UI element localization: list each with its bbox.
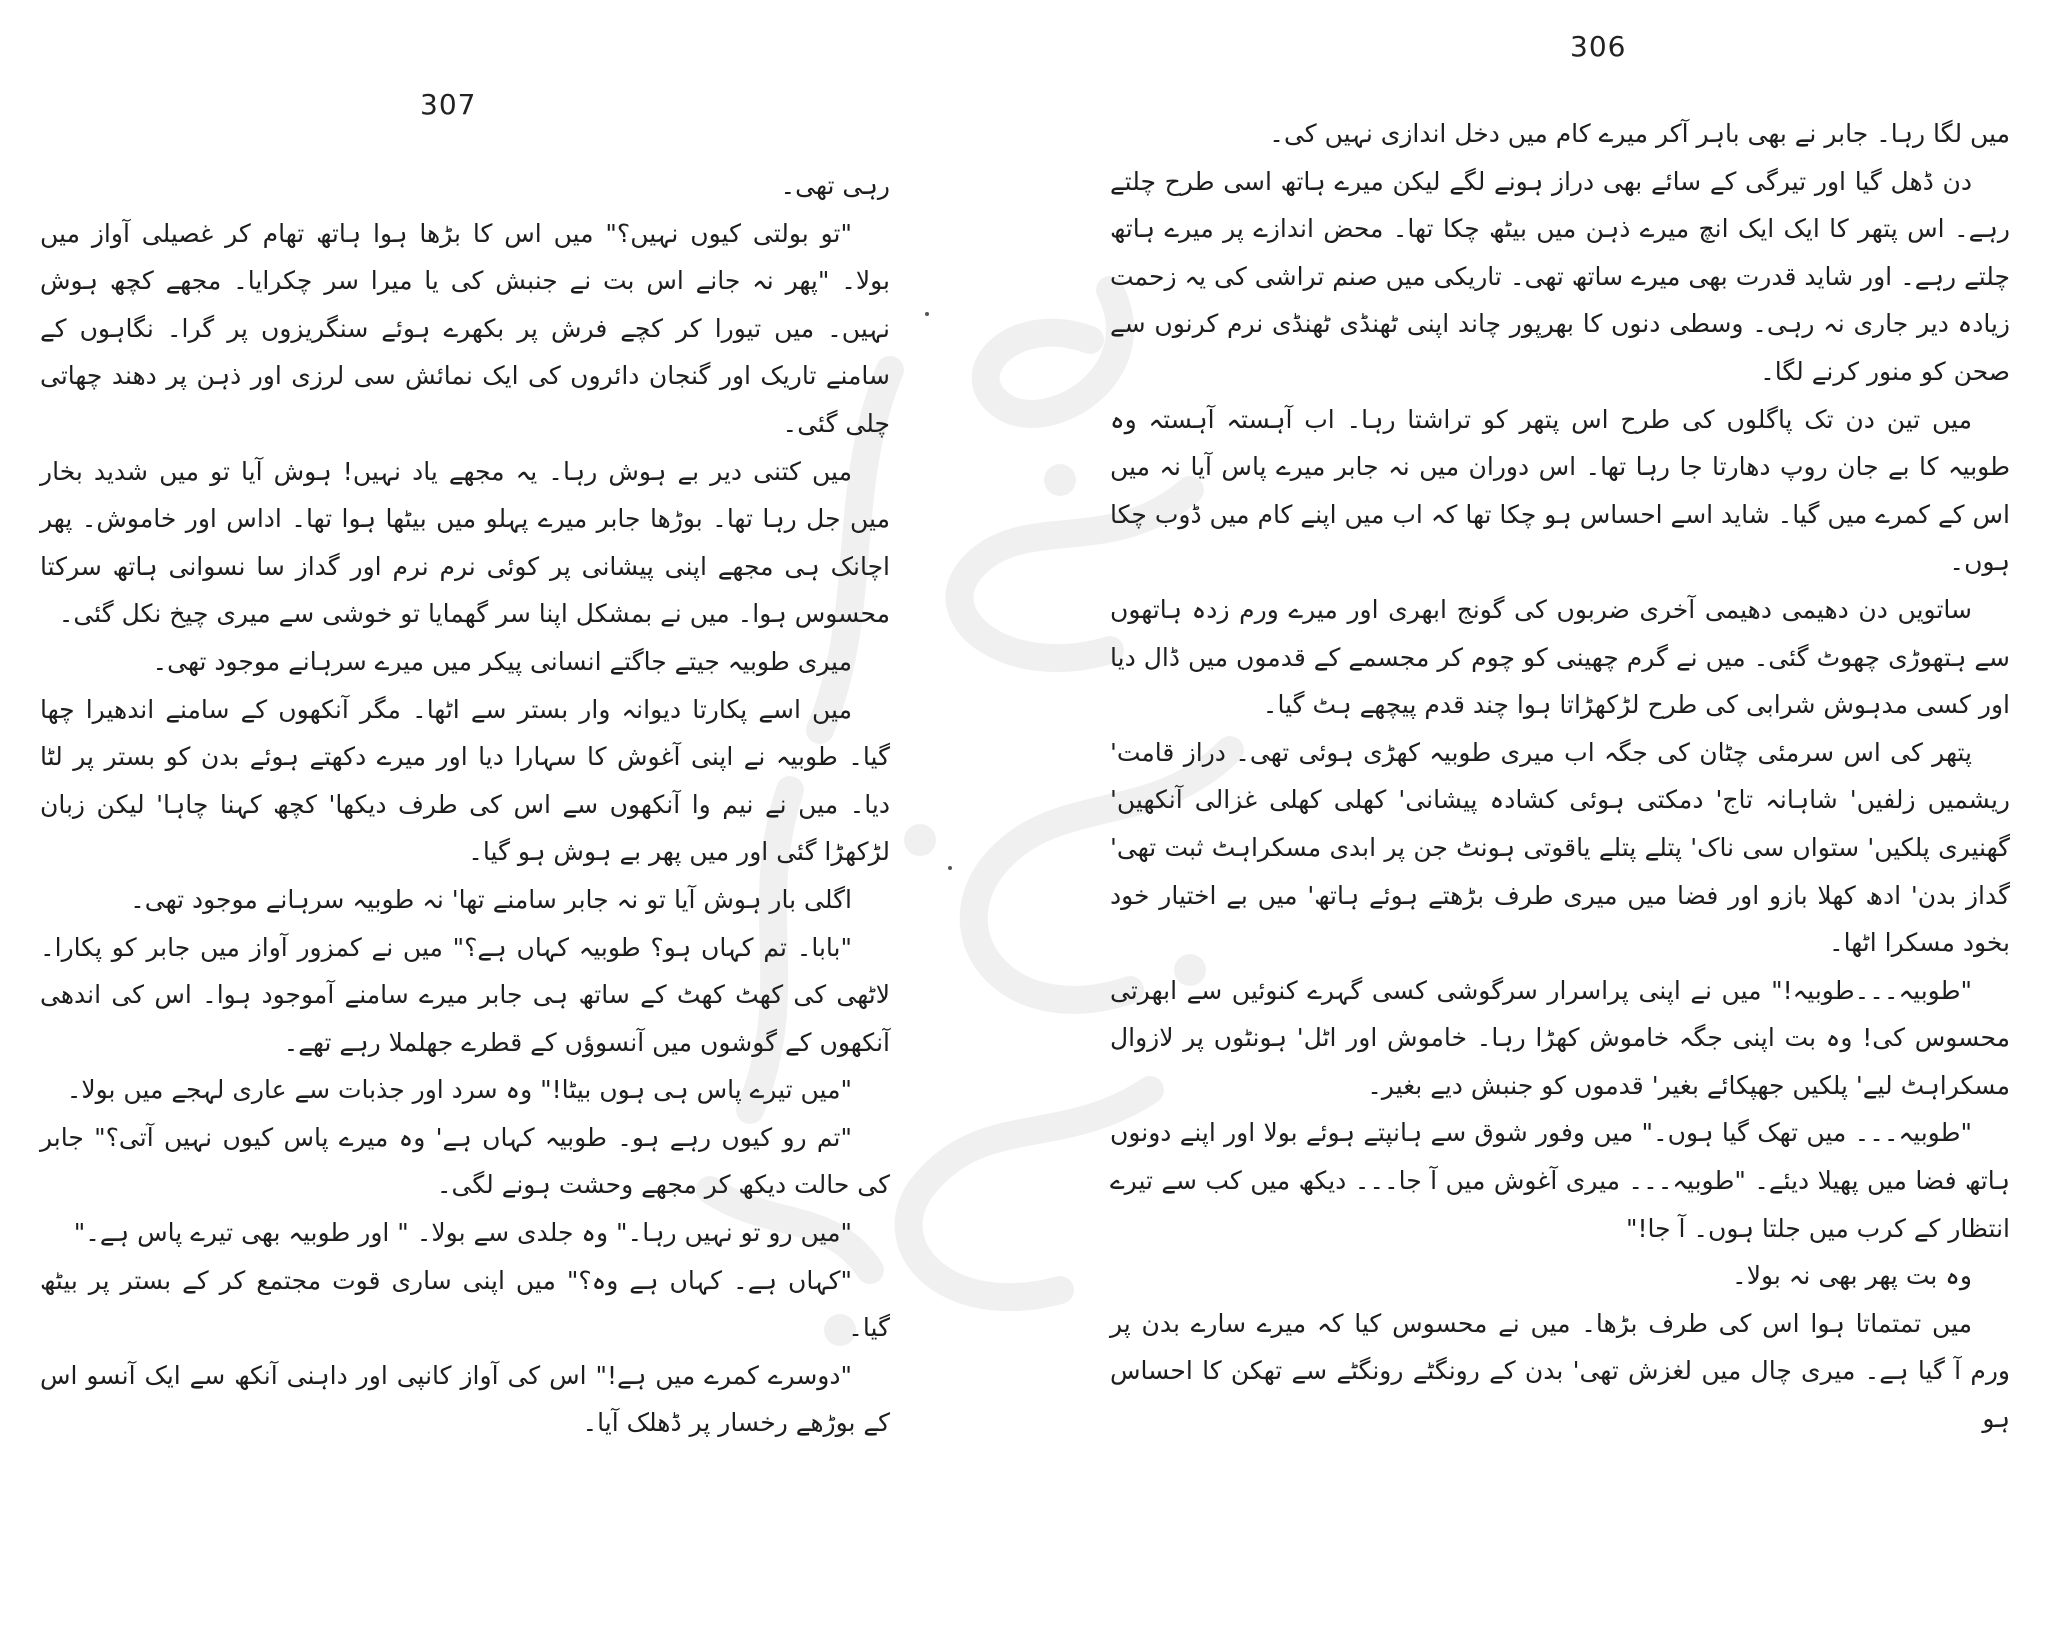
paragraph: "کہاں ہے۔ کہاں ہے وہ؟" میں اپنی ساری قوت مجتمع کر کے بستر پر بیٹھ گیا۔ — [40, 1265, 890, 1343]
paragraph: میں تین دن تک پاگلوں کی طرح اس پتھر کو تراشتا رہا۔ اب آہستہ آہستہ وہ طوبیہ کا بے جان روپ دھارتا جا رہا تھا۔ اس دوران میں نہ جابر میرے پاس آیا نہ میں اس کے کمرے میں گیا۔ شاید اسے احساس ہو چکا تھا کہ اب میں اپنے کام میں ڈوب چکا ہوں۔ — [1110, 404, 2010, 577]
page-text — [40, 162, 890, 1447]
paragraph: "بابا۔ تم کہاں ہو؟ طوبیہ کہاں ہے؟" میں نے کمزور آواز میں جابر کو پکارا۔ لاٹھی کی کھٹ کھٹ کے ساتھ ہی جابر میرے سامنے آموجود ہوا۔ اس کی اندھی آنکھوں کے گوشوں میں آنسوؤں کے قطرے جھلملا رہے تھے۔ — [40, 932, 890, 1057]
gutter-mark — [948, 866, 952, 870]
gutter-mark — [925, 312, 929, 316]
page-number: 307 — [420, 88, 477, 121]
paragraph: رہی تھی۔ — [780, 171, 890, 200]
paragraph: میری طوبیہ جیتے جاگتے انسانی پیکر میں میرے سرہانے موجود تھی۔ — [152, 646, 852, 676]
paragraph: میں اسے پکارتا دیوانہ وار بستر سے اٹھا۔ مگر آنکھوں کے سامنے اندھیرا چھا گیا۔ طوبیہ نے اپنی آغوش کا سہارا دیا اور میرے دکھتے ہوئے بدن کو بستر پر لٹا دیا۔ میں نے نیم وا آنکھوں سے اس کی طرف دیکھا' کچھ کہنا چاہا' لیکن زبان لڑکھڑا گئی اور میں پھر بے ہوش ہو گیا۔ — [40, 694, 890, 867]
paragraph: میں تمتماتا ہوا اس کی طرف بڑھا۔ میں نے محسوس کیا کہ میرے سارے بدن پر ورم آ گیا ہے۔ میری چال میں لغزش تھی' بدن کے رونگٹے رونگٹے سے تھکن کا احساس ہو — [1110, 1308, 2010, 1434]
page-number: 306 — [1570, 30, 1627, 63]
paragraph: ساتویں دن دھیمی دھیمی آخری ضربوں کی گونج ابھری اور میرے ورم زدہ ہاتھوں سے ہتھوڑی چھوٹ گئی۔ میں نے گرم چھینی کو چوم کر مجسمے کے قدموں میں ڈال دیا اور کسی مدہوش شرابی کی طرح لڑکھڑاتا ہوا چند قدم پیچھے ہٹ گیا۔ — [1110, 594, 2010, 720]
right-page — [1110, 0, 2010, 1642]
left-page — [40, 0, 890, 1642]
paragraph: دن ڈھل گیا اور تیرگی کے سائے بھی دراز ہونے لگے لیکن میرے ہاتھ اسی طرح چلتے رہے۔ اس پتھر کا ایک ایک انچ میرے ذہن میں بیٹھ چکا تھا۔ محض اندازے پر میرے ہاتھ چلتے رہے۔ اور شاید قدرت بھی میرے ساتھ تھی۔ تاریکی میں صنم تراشی کی یہ زحمت زیادہ دیر جاری نہ رہی۔ وسطی دنوں کا بھرپور چاند اپنی ٹھنڈی ٹھنڈی نرم کرنوں سے صحن کو منور کرنے لگا۔ — [1110, 166, 2010, 386]
paragraph: "طوبیہ۔۔۔ میں تھک گیا ہوں۔" میں وفور شوق سے ہانپتے ہوئے بولا اور اپنے دونوں ہاتھ فضا میں پھیلا دیئے۔ "طوبیہ۔۔۔ میری آغوش میں آ جا۔۔۔ دیکھ میں کب سے تیرے انتظار کے کرب میں جلتا ہوں۔ آ جا!" — [1110, 1118, 2010, 1243]
paragraph: "تو بولتی کیوں نہیں؟" میں اس کا بڑھا ہوا ہاتھ تھام کر غصیلی آواز میں بولا۔ "پھر نہ جانے اس بت نے جنبش کی یا میرا سر چکرایا۔ مجھے کچھ ہوش نہیں۔ میں تیورا کر کچے فرش پر بکھرے ہوئے سنگریزوں پر گرا۔ نگاہوں کے سامنے تاریک اور گنجان دائروں کی ایک نمائش سی لرزی اور ذہن پر دھند چھاتی چلی گئی۔ — [40, 218, 890, 438]
paragraph: "میں رو تو نہیں رہا۔" وہ جلدی سے بولا۔ " اور طوبیہ بھی تیرے پاس ہے۔" — [73, 1218, 852, 1248]
paragraph: وہ بت پھر بھی نہ بولا۔ — [1732, 1261, 1972, 1291]
paragraph: اگلی بار ہوش آیا تو نہ جابر سامنے تھا' نہ طوبیہ سرہانے موجود تھی۔ — [130, 884, 852, 914]
page-text — [1110, 110, 2010, 1443]
paragraph: "تم رو کیوں رہے ہو۔ طوبیہ کہاں ہے' وہ میرے پاس کیوں نہیں آتی؟" جابر کی حالت دیکھ کر مجھے وحشت ہونے لگی۔ — [40, 1122, 890, 1200]
paragraph: پتھر کی اس سرمئی چٹان کی جگہ اب میری طوبیہ کھڑی ہوئی تھی۔ دراز قامت' ریشمیں زلفیں' شاہانہ تاج' دمکتی ہوئی کشادہ پیشانی' کھلی کھلی غزالی آنکھیں' گھنیری پلکیں' ستواں سی ناک' پتلے پتلے یاقوتی ہونٹ جن پر ابدی مسکراہٹ ثبت تھی' گداز بدن' ادھ کھلا بازو اور فضا میں میری طرف بڑھتے ہوئے ہاتھ' میں بے اختیار خود بخود مسکرا اٹھا۔ — [1110, 737, 2010, 958]
paragraph: "طوبیہ۔۔۔طوبیہ!" میں نے اپنی پراسرار سرگوشی کسی گہرے کنوئیں سے ابھرتی محسوس کی! وہ بت اپنی جگہ خاموش کھڑا رہا۔ خاموش اور اٹل' ہونٹوں پر لازوال مسکراہٹ لیے' پلکیں جھپکائے بغیر' قدموں کو جنبش دیے بغیر۔ — [1110, 975, 2010, 1100]
paragraph: "دوسرے کمرے میں ہے!" اس کی آواز کانپی اور داہنی آنکھ سے ایک آنسو اس کے بوڑھے رخسار پر ڈھلک آیا۔ — [40, 1360, 890, 1438]
paragraph: میں کتنی دیر بے ہوش رہا۔ یہ مجھے یاد نہیں! ہوش آیا تو میں شدید بخار میں جل رہا تھا۔ بوڑھا جابر میرے پہلو میں بیٹھا ہوا تھا۔ اداس اور خاموش۔ پھر اچانک ہی مجھے اپنی پیشانی پر کوئی نرم نرم اور گداز سا نسوانی ہاتھ سرکتا محسوس ہوا۔ میں نے بمشکل اپنا سر گھمایا تو خوشی سے میری چیخ نکل گئی۔ — [40, 456, 890, 629]
paragraph: میں لگا رہا۔ جابر نے بھی باہر آکر میرے کام میں دخل اندازی نہیں کی۔ — [1269, 119, 2010, 148]
paragraph: "میں تیرے پاس ہی ہوں بیٹا!" وہ سرد اور جذبات سے عاری لہجے میں بولا۔ — [66, 1075, 852, 1105]
